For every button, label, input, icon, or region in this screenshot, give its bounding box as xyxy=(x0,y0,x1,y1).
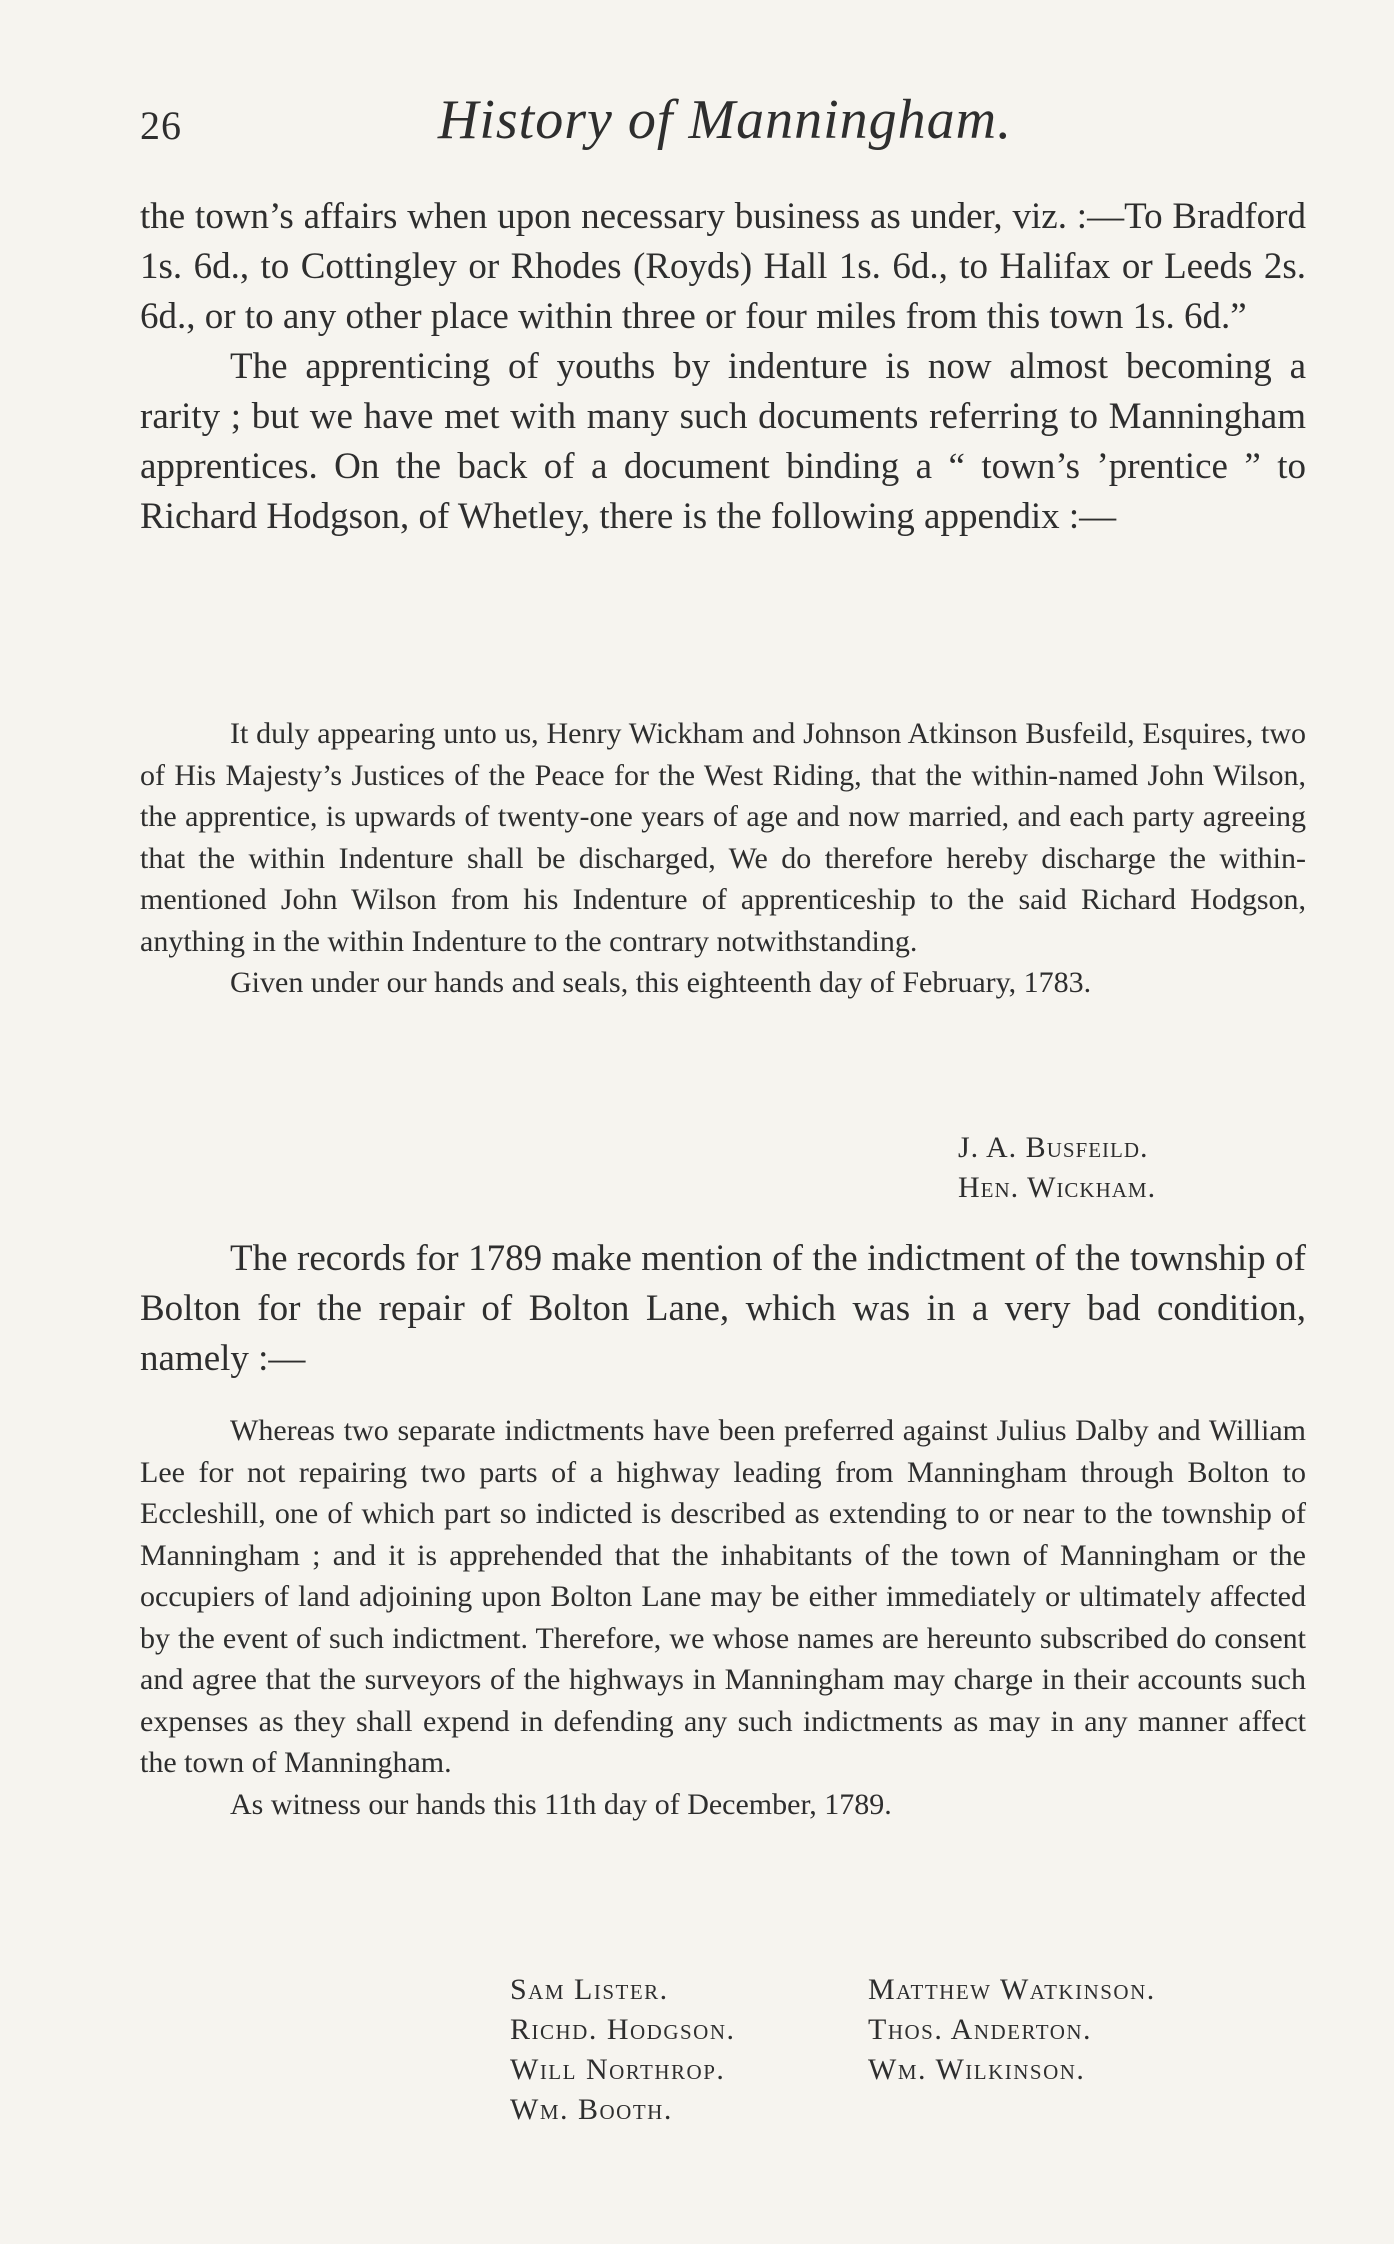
page-header xyxy=(140,88,1310,168)
page-number: 26 xyxy=(140,103,182,148)
signature: J. A. Busfeild. xyxy=(958,1131,1149,1164)
body-paragraph: the town’s affairs when upon necessary business as under, viz. :—To Bradford 1s. 6d., to Cottingley or Rhodes (Royds) Hall 1s. 6d., to Halifax or Leeds 2s. 6d., or to any other place within three or four miles from this town 1s. 6d.” xyxy=(140,196,1306,337)
signature: Richd. Hodgson. xyxy=(510,2013,736,2046)
body-paragraph: The records for 1789 make mention of the indictment of the township of Bolton for the repair of Bolton Lane, which was in a very bad condition, namely :— xyxy=(140,1238,1306,1379)
running-title: History of Manningham. xyxy=(437,89,1013,151)
signature: Will Northrop. xyxy=(510,2053,726,2086)
quote1-signatures xyxy=(958,1128,1298,1208)
signature: Wm. Wilkinson. xyxy=(868,2053,1086,2086)
quote-paragraph: As witness our hands this 11th day of December, 1789. xyxy=(230,1787,892,1821)
signature: Thos. Anderton. xyxy=(868,2013,1093,2046)
quoted-discharge-document xyxy=(140,713,1306,1004)
quote-paragraph: It duly appearing unto us, Henry Wickham and Johnson Atkinson Busfeild, Esquires, two of His Majesty’s Justices of the Peace for the West Riding, that the within-named John Wilson, the apprentice, is upwards of twenty-one years of age and now married, and each party agreeing that the within Indenture shall be discharged, We do therefore hereby discharge the within-mentioned John Wilson from his Indenture of apprenticeship to the said Richard Hodgson, anything in the within Indenture to the contrary notwithstanding. xyxy=(140,717,1306,958)
body-text-top xyxy=(140,192,1306,542)
signature: Wm. Booth. xyxy=(510,2093,673,2126)
signature: Matthew Watkinson. xyxy=(868,1973,1156,2006)
body-paragraph: The apprenticing of youths by indenture is now almost becoming a rarity ; but we have met with many such documents referring to Manningham apprentices. On the back of a document binding a “ town’s ’prentice ” to Richard Hodgson, of Whetley, there is the following appendix :— xyxy=(140,346,1306,537)
quote2-signatures xyxy=(510,1970,1310,2130)
quote-paragraph: Whereas two separate indictments have been preferred against Julius Dalby and William Lee for not repairing two parts of a highway leading from Manningham through Bolton to Eccleshill, one of which part so indicted is described as extending to or near to the township of Manningham ; and it is apprehended that the inhabitants of the town of Manningham or the occupiers of land adjoining upon Bolton Lane may be either immediately or ultimately affected by the event of such indictment. Therefore, we whose names are hereunto subscribed do consent and agree that the surveyors of the highways in Manningham may charge in their accounts such expenses as they shall expend in defending any such indictments as may in any manner affect the town of Manningham. xyxy=(140,1414,1306,1779)
body-text-middle xyxy=(140,1234,1306,1384)
quoted-indictment-agreement xyxy=(140,1410,1306,1825)
quote-paragraph: Given under our hands and seals, this eighteenth day of February, 1783. xyxy=(230,966,1092,999)
signature: Hen. Wickham. xyxy=(958,1171,1157,1204)
signature: Sam Lister. xyxy=(510,1973,669,2006)
